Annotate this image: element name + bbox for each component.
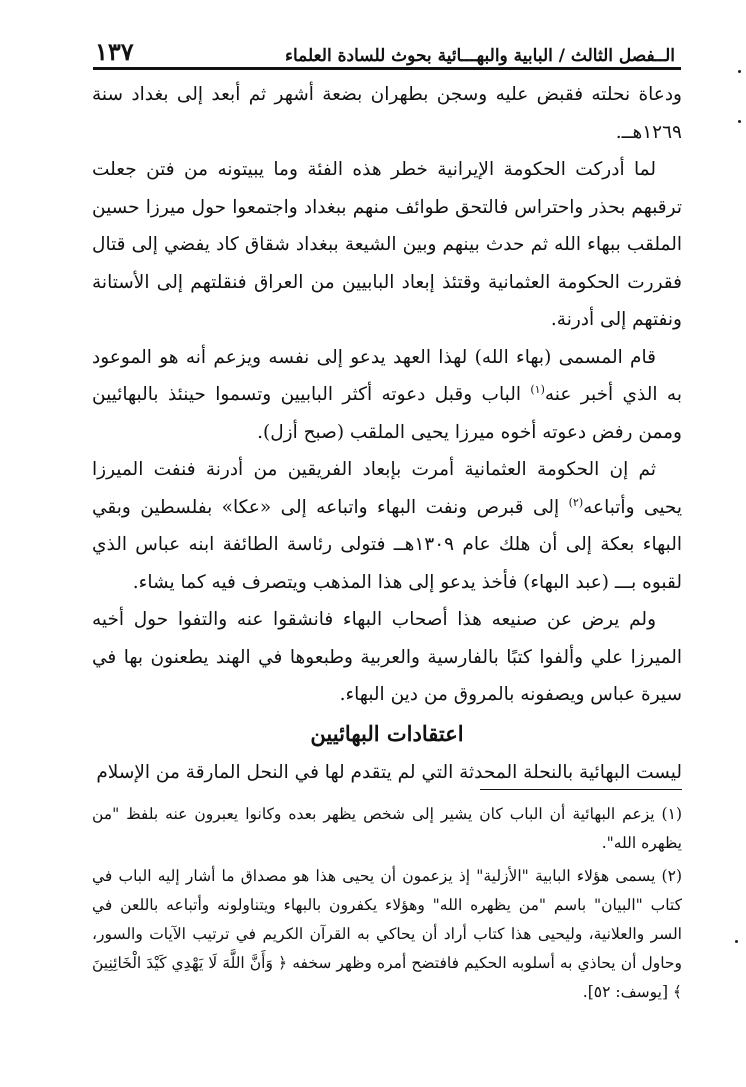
footnote-ref-2: (٢)	[568, 495, 584, 509]
footnotes	[92, 800, 682, 1011]
footnote-rule	[480, 789, 682, 790]
header-rule	[93, 67, 681, 70]
footnote-ref-1: (١)	[530, 382, 545, 396]
paragraph-4-part-a: ثم إن الحكومة العثمانية أمرت بإبعاد الفريقين من أدرنة فنفت الميرزا يحيى وأتباعه	[92, 459, 683, 518]
paragraph-6: ليست البهائية بالنحلة المحدثة التي لم يتقدم لها في النحل المارقة من الإسلام	[96, 761, 682, 783]
paragraph-3-part-b: الباب وقبل دعوته أكثر البابيين وتسموا حينئذ بالبهائيين وممن رفض دعوته أخوه ميرزا يحيى الملقب (صبح أزل).	[92, 384, 682, 443]
main-text	[92, 76, 682, 791]
margin-mark	[738, 120, 741, 123]
page-header	[95, 34, 675, 66]
footnote-1: (١) يزعم البهائية أن الباب كان يشير إلى شخص يظهر بعده وكانوا يعبرون عنه بلفظ "من يظهره الله".	[92, 805, 682, 852]
paragraph-5: ولم يرض عن صنيعه هذا أصحاب البهاء فانشقوا عنه والتفوا حول أخيه الميرزا علي وألفوا كتبًا بالفارسية والعربية وطبعوها في الهند يطعنون بها في سيرة عباس ويصفونه بالمروق من دين البهاء.	[92, 609, 682, 705]
paragraph-2: لما أدركت الحكومة الإيرانية خطر هذه الفئة وما يبيتونه من فتن جعلت ترقبهم بحذر واحتراس فالتحق طوائف منهم ببغداد واجتمعوا حول ميرزا حسين الملقب ببهاء الله ثم حدث بينهم وبين الشيعة ببغداد شقاق كاد يفضي إلى قتال فقررت الحكومة العثمانية وقتئذ إبعاد البابيين من العراق فنقلتهم إلى الأستانة ونفتهم إلى أدرنة.	[92, 159, 682, 330]
footnote-2: (٢) يسمى هؤلاء البابية "الأزلية" إذ يزعمون أن يحيى هذا هو مصداق ما أشار إليه الباب في كتاب "البيان" باسم "من يظهره الله" وهؤلاء يكفرون بالبهاء ويتناولونه وأتباعه باللعن في السر والعلانية، وليحيى هذا كتاب أراد أن يحاكي به القرآن الكريم في ترتيب الآيات والسور، وحاول أن يحاذي به أسلوبه الحكيم فافتضح أمره وظهر سخفه ﴿ وَأَنَّ اللَّهَ لَا يَهْدِي كَيْدَ الْخَائِنِينَ ﴾ [يوسف: ٥٢].	[92, 867, 682, 1001]
margin-mark	[738, 70, 741, 73]
paragraph-3-part-a: قام المسمى (بهاء الله) لهذا العهد يدعو إلى نفسه ويزعم أنه هو الموعود به الذي أخبر عنه	[92, 346, 682, 405]
margin-mark	[735, 940, 738, 943]
paragraph-1: ودعاة نحلته فقبض عليه وسجن بطهران بضعة أشهر ثم أبعد إلى بغداد سنة ١٢٦٩هــ.	[92, 84, 682, 143]
paragraph-4-part-b: إلى قبرص ونفت البهاء واتباعه إلى «عكا» بفلسطين وبقي البهاء بعكة إلى أن هلك عام ١٣٠٩هــ فتولى رئاسة الطائفة ابنه عباس الذي لقبوه بـــ (عبد البهاء) فأخذ يدعو إلى هذا المذهب ويتصرف فيه كما يشاء.	[92, 496, 682, 593]
section-heading: اعتقادات البهائيين	[310, 720, 464, 746]
paragraph-4	[92, 451, 682, 601]
page-number: ١٣٧	[95, 37, 134, 66]
paragraph-3	[92, 339, 682, 452]
running-title: الــفصل الثالث / البابية والبهـــائية بحوث للسادة العلماء	[284, 46, 675, 66]
